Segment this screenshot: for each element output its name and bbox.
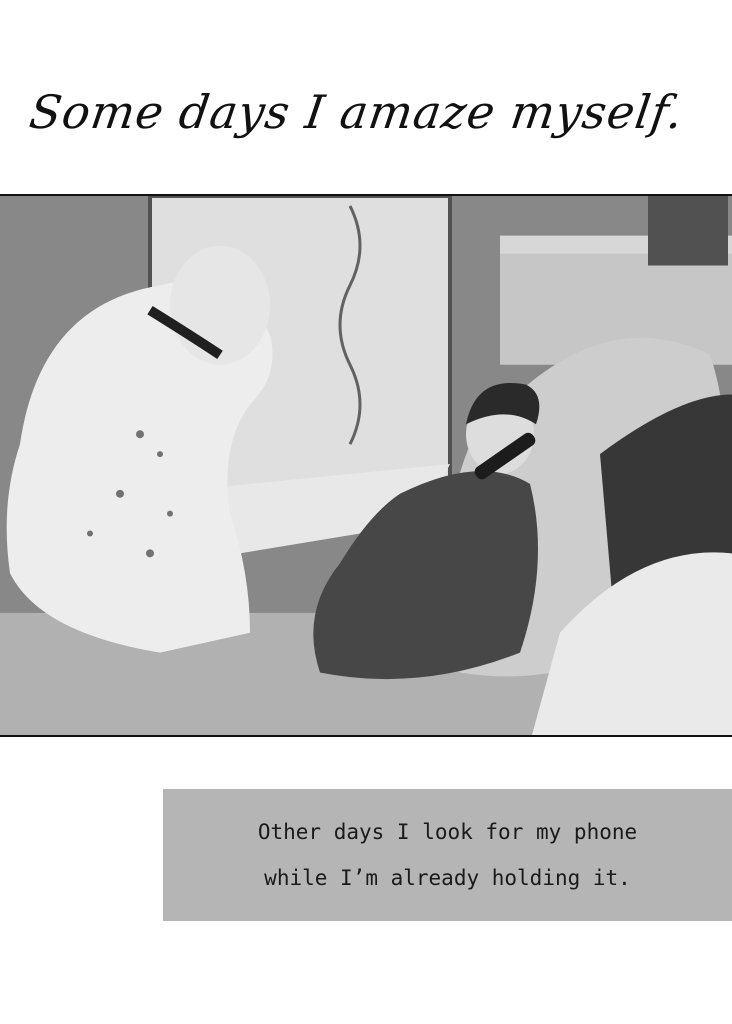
caption-line-2: while I’m already holding it. <box>264 866 631 890</box>
photo-grain <box>0 196 732 735</box>
headline-text: Some days I amaze myself. <box>26 85 688 139</box>
caption-line-1: Other days I look for my phone <box>257 820 638 844</box>
handwritten-headline <box>26 62 710 162</box>
photo-illustration <box>0 196 732 735</box>
black-and-white-photo <box>0 194 732 737</box>
caption-box <box>163 789 732 921</box>
